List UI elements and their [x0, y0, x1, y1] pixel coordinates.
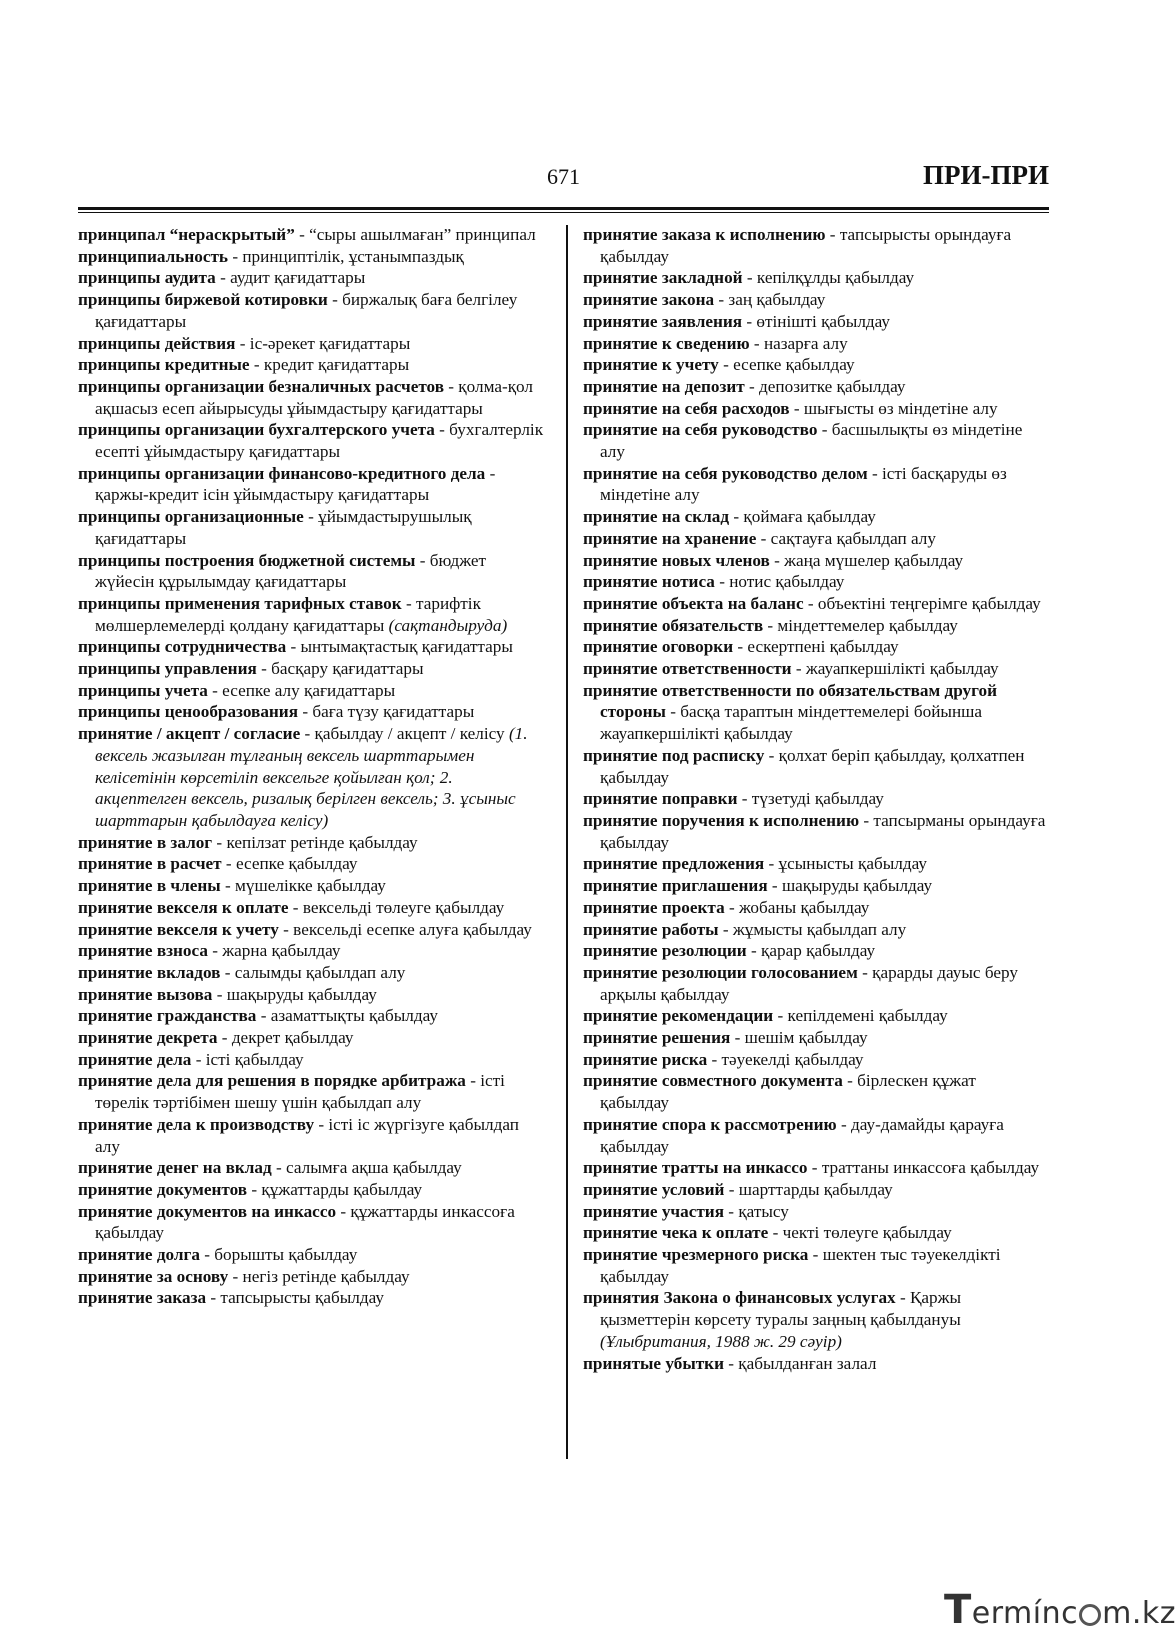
entry-translation: - шығысты өз міндетіне алу [789, 398, 998, 418]
entry-translation: - қатысу [724, 1201, 789, 1221]
entry-term: принятие векселя к оплате [78, 897, 289, 917]
dictionary-entry [583, 1244, 1049, 1287]
entry-translation: - сақтауға қабылдап алу [756, 528, 936, 548]
dictionary-entry [583, 919, 1049, 941]
dictionary-entry [78, 962, 547, 984]
entry-translation: - басқару қағидаттары [256, 659, 424, 679]
dictionary-entry [78, 1070, 547, 1113]
termincom-logo [944, 1587, 1176, 1633]
entry-translation: - вексельді төлеуге қабылдау [288, 897, 505, 917]
entry-term: принципы управления [78, 659, 257, 679]
entry-translation: - жарна қабылдау [207, 941, 341, 961]
entry-term: принятие приглашения [583, 876, 768, 896]
entry-translation: - қолхат беріп қабылдау, қолхатпен қабылдау [600, 745, 1025, 787]
entry-translation: - тапсырысты орындауға қабылдау [600, 225, 1012, 266]
entry-translation: - есепке қабылдау [221, 854, 358, 874]
entry-translation: - кепілқұлды қабылдау [742, 268, 915, 288]
dictionary-entry [583, 506, 1049, 528]
entry-term: принятие на себя руководство делом [583, 463, 868, 483]
entry-translation: - іс-әрекет қағидаттары [235, 333, 411, 353]
dictionary-entry [78, 853, 547, 875]
entry-translation: - ұйымдастырушылық қағидаттары [95, 507, 472, 548]
entry-translation: - істі қабылдау [191, 1049, 304, 1069]
dictionary-entry [78, 593, 547, 636]
entry-translation: - биржалық баға белгілеу қағидаттары [95, 290, 518, 331]
dictionary-entry [78, 701, 547, 723]
dictionary-entry [583, 1353, 1049, 1375]
entry-translation: - ұсынысты қабылдау [764, 854, 927, 874]
dictionary-entry [78, 224, 547, 246]
dictionary-entry [583, 788, 1049, 810]
dictionary-entry [583, 940, 1049, 962]
entry-translation: - вексельді есепке алуға қабылдау [278, 919, 532, 939]
entry-term: принятие в расчет [78, 854, 222, 874]
entry-term: принятие гражданства [78, 1006, 257, 1026]
dictionary-entry [78, 636, 547, 658]
dictionary-entry [78, 940, 547, 962]
logo-text-2: m.kz [1102, 1596, 1176, 1631]
dictionary-entry [583, 680, 1049, 745]
entry-translation: - бірлескен құжат қабылдау [600, 1071, 976, 1113]
dictionary-entry [583, 550, 1049, 572]
entry-translation: - негіз ретінде қабылдау [228, 1266, 410, 1286]
entry-translation: - қарарды дауыс беру арқылы қабылдау [600, 962, 1018, 1004]
dictionary-entry [78, 463, 547, 506]
entry-translation: - қабылдау / акцепт / келісу [300, 724, 509, 744]
entry-term: принятие работы [583, 919, 719, 939]
entry-term: принятие спора к рассмотрению [583, 1114, 837, 1134]
entry-translation: - принциптілік, ұстанымпаздық [228, 246, 464, 266]
header-rule-thin [78, 212, 1049, 213]
entry-translation: - дау-дамайды қарауға қабылдау [600, 1114, 1004, 1156]
dictionary-entry [583, 267, 1049, 289]
entry-translation: - декрет қабылдау [217, 1028, 354, 1048]
entry-term: принятие векселя к учету [78, 919, 279, 939]
dictionary-entry [583, 853, 1049, 875]
entry-translation: - объектіні теңгерімге қабылдау [803, 593, 1041, 613]
entry-term: принципы построения бюджетной системы [78, 550, 416, 570]
entry-term: принятие заказа [78, 1288, 207, 1308]
entry-term: принятие к сведению [583, 333, 750, 353]
entry-translation: - мүшелікке қабылдау [220, 876, 386, 896]
entry-term: принятие на хранение [583, 528, 757, 548]
entry-term: принятие объекта на баланс [583, 593, 804, 613]
entry-translation: - қабылданған залал [723, 1353, 877, 1373]
dictionary-entry [78, 1114, 547, 1157]
entry-term: принятие резолюции [583, 941, 747, 961]
dictionary-entry [583, 1157, 1049, 1179]
entry-term: принятие дела к производству [78, 1114, 315, 1134]
dictionary-entry [583, 311, 1049, 333]
entry-translation: - шақыруды қабылдау [767, 876, 933, 896]
entry-term: принятие на себя расходов [583, 398, 790, 418]
dictionary-entry [78, 506, 547, 549]
entry-term: принципы сотрудничества [78, 637, 287, 657]
entry-term: принятие вызова [78, 984, 213, 1004]
entry-term: принятие в залог [78, 832, 213, 852]
header-rule-thick [78, 207, 1049, 210]
dictionary-entry [78, 354, 547, 376]
entry-term: принятие совместного документа [583, 1071, 843, 1091]
entry-term: принятие денег на вклад [78, 1158, 272, 1178]
entry-term: принятие оговорки [583, 637, 734, 657]
dictionary-entry [78, 723, 547, 832]
dictionary-entry [78, 658, 547, 680]
entry-term: принятие в члены [78, 876, 221, 896]
entry-term: принципы ценообразования [78, 702, 299, 722]
entry-term: принятие резолюции голосованием [583, 962, 858, 982]
entry-translation: - тапсырманы орындауға қабылдау [600, 810, 1046, 852]
entry-translation: - қаржы-кредит ісін ұйымдастыру қағидаттары [95, 463, 496, 505]
dictionary-entry [78, 550, 547, 593]
entry-translation: - кепілзат ретінде қабылдау [212, 832, 418, 852]
entry-translation: - заң қабылдау [714, 290, 826, 310]
entry-translation: - баға түзу қағидаттары [298, 702, 475, 722]
entry-term: принятие декрета [78, 1028, 218, 1048]
entry-translation: - жұмысты қабылдап алу [718, 919, 907, 939]
logo-ring-icon [1079, 1604, 1101, 1626]
entry-term: принципы учета [78, 680, 208, 700]
dictionary-entry [583, 810, 1049, 853]
dictionary-entry [583, 1179, 1049, 1201]
entry-translation: - жауапкершілікті қабылдау [791, 659, 999, 679]
entry-translation: - ескертпені қабылдау [733, 637, 899, 657]
entry-term: принятие решения [583, 1028, 731, 1048]
entry-translation: - аудит қағидаттары [215, 268, 366, 288]
entry-translation: - депозитке қабылдау [744, 376, 906, 396]
entry-translation: - азаматтықты қабылдау [256, 1006, 438, 1026]
entry-translation: - кредит қағидаттары [249, 355, 410, 375]
entry-translation: - түзетуді қабылдау [737, 789, 884, 809]
dictionary-entry [583, 1070, 1049, 1113]
dictionary-entry [583, 615, 1049, 637]
entry-translation: - шектен тыс тәуекелдікті қабылдау [600, 1245, 1001, 1286]
entry-translation: - бухгалтерлік есепті ұйымдастыру қағидаттары [95, 420, 544, 462]
entry-term: принятие долга [78, 1245, 200, 1265]
entry-term: принятие участия [583, 1201, 724, 1221]
entry-translation: - өтінішті қабылдау [742, 311, 891, 331]
entry-term: принятие закона [583, 290, 715, 310]
entry-translation: - тарифтік мөлшерлемелерді қолдану қағидаттары [95, 593, 481, 635]
entry-translation: - міндеттемелер қабылдау [763, 615, 958, 635]
dictionary-entry [78, 897, 547, 919]
entry-term: принятия Закона о финансовых услугах [583, 1288, 896, 1308]
entry-term: принятие поправки [583, 789, 738, 809]
entry-term: принятие заявления [583, 311, 743, 331]
entry-translation: - траттаны инкассоға қабылдау [807, 1158, 1040, 1178]
column-divider [566, 225, 568, 1459]
dictionary-entry [78, 419, 547, 462]
entry-translation: - шақыруды қабылдау [212, 984, 377, 1004]
dictionary-entry [78, 680, 547, 702]
dictionary-entry [78, 875, 547, 897]
entry-translation: - жобаны қабылдау [724, 897, 870, 917]
dictionary-entry [78, 376, 547, 419]
entry-term: принятие условий [583, 1179, 725, 1199]
entry-term: принципы организации финансово-кредитного дела [78, 463, 486, 483]
dictionary-entry [583, 571, 1049, 593]
entry-term: принципы биржевой котировки [78, 290, 328, 310]
entry-term: принятие новых членов [583, 550, 770, 570]
entry-term: принятие дела [78, 1049, 192, 1069]
dictionary-entry [583, 419, 1049, 462]
entry-term: принятие ответственности [583, 659, 792, 679]
dictionary-entry [583, 398, 1049, 420]
left-column [78, 224, 547, 1309]
dictionary-entry [78, 267, 547, 289]
dictionary-entry [583, 745, 1049, 788]
entry-translation: - бюджет жүйесін құрылымдау қағидаттары [95, 550, 487, 592]
entry-translation: - ынтымақтастық қағидаттары [286, 637, 513, 657]
dictionary-entry [78, 289, 547, 332]
entry-note: (1. вексель жазылған тұлғаның вексель шарттарымен келісетінін көрсетіліп вексельге қойылған қол; 2. акцептелген вексель, ризалық берілген вексель; 3. ұсыныс шарттарын қабылдауға келісу) [95, 724, 528, 830]
entry-term: принципы организационные [78, 507, 304, 527]
dictionary-entry [78, 1049, 547, 1071]
entry-translation: - тапсырысты қабылдау [206, 1288, 384, 1308]
entry-term: принципы организации безналичных расчетов [78, 376, 444, 396]
entry-note: (Ұлыбритания, 1988 ж. 29 сәуір) [600, 1331, 842, 1351]
dictionary-entry [78, 333, 547, 355]
dictionary-entry [583, 1287, 1049, 1352]
logo-letter: T [944, 1587, 972, 1633]
entry-translation: - нотис қабылдау [714, 572, 845, 592]
dictionary-entry [583, 962, 1049, 1005]
entry-term: принятие вкладов [78, 962, 221, 982]
entry-term: принятие предложения [583, 854, 765, 874]
right-column [583, 224, 1049, 1374]
entry-term: принятие риска [583, 1049, 708, 1069]
entry-translation: - тәуекелді қабылдау [707, 1049, 864, 1069]
dictionary-entry [78, 1005, 547, 1027]
entry-translation: - салымға ақша қабылдау [271, 1158, 462, 1178]
dictionary-entry [583, 354, 1049, 376]
logo-text-1: ermínc [971, 1596, 1079, 1631]
entry-translation: - істі басқаруды өз міндетіне алу [600, 463, 1007, 505]
entry-translation: - “сыры ашылмаған” принципал [294, 225, 536, 244]
page-header [78, 158, 1049, 202]
dictionary-entry [583, 333, 1049, 355]
entry-translation: - назарға алу [749, 333, 848, 353]
entry-term: принципы действия [78, 333, 236, 353]
entry-term: принятие под расписку [583, 745, 765, 765]
entry-term: принятые убытки [583, 1353, 724, 1373]
entry-term: принятие документов [78, 1179, 248, 1199]
dictionary-entry [583, 289, 1049, 311]
entry-translation: - чекті төлеуге қабылдау [768, 1223, 952, 1243]
entry-term: принципы кредитные [78, 355, 250, 375]
entry-term: принятие на себя руководство [583, 420, 818, 440]
entry-term: принципал “нераскрытый” [78, 225, 295, 244]
dictionary-entry [78, 1027, 547, 1049]
dictionary-entry [583, 463, 1049, 506]
dictionary-entry [583, 875, 1049, 897]
dictionary-entry [78, 246, 547, 268]
dictionary-entry [78, 1157, 547, 1179]
entry-translation: - басқа тараптын міндеттемелері бойынша жауапкершілікті қабылдау [600, 702, 983, 744]
entry-term: принятие рекомендации [583, 1006, 774, 1026]
entry-translation: - шарттарды қабылдау [724, 1179, 893, 1199]
dictionary-entry [583, 376, 1049, 398]
entry-translation: - жаңа мүшелер қабылдау [769, 550, 964, 570]
entry-term: принятие закладной [583, 268, 743, 288]
entry-term: принятие дела для решения в порядке арбитража [78, 1071, 466, 1091]
entry-term: принятие / акцепт / согласие [78, 724, 301, 744]
entry-term: принципы организации бухгалтерского учета [78, 420, 435, 440]
dictionary-entry [583, 593, 1049, 615]
dictionary-entry [583, 636, 1049, 658]
dictionary-entry [583, 1201, 1049, 1223]
entry-term: принятие за основу [78, 1266, 229, 1286]
entry-translation: - қолма-қол ақшасыз есеп айырысуды ұйымдастыру қағидаттары [95, 376, 534, 418]
entry-term: принятие чрезмерного риска [583, 1245, 809, 1265]
entry-translation: - қарар қабылдау [746, 941, 876, 961]
entry-term: принятие поручения к исполнению [583, 810, 860, 830]
dictionary-entry [583, 1114, 1049, 1157]
entry-term: принципы применения тарифных ставок [78, 593, 402, 613]
dictionary-entry [78, 984, 547, 1006]
dictionary-entry [583, 897, 1049, 919]
dictionary-entry [78, 832, 547, 854]
dictionary-entry [583, 1222, 1049, 1244]
dictionary-entry [78, 1266, 547, 1288]
dictionary-entry [78, 919, 547, 941]
running-head: ПРИ-ПРИ [923, 160, 1049, 190]
entry-translation: - Қаржы қызметтерін көрсету туралы заңның қабылдануы [600, 1288, 962, 1330]
entry-term: принятие проекта [583, 897, 725, 917]
entry-translation: - құжаттарды инкассоға қабылдау [95, 1201, 515, 1243]
dictionary-entry [583, 224, 1049, 267]
dictionary-entry [583, 658, 1049, 680]
entry-translation: - борышты қабылдау [199, 1245, 358, 1265]
entry-term: принятие обязательств [583, 615, 764, 635]
entry-translation: - құжаттарды қабылдау [247, 1179, 423, 1199]
entry-translation: - басшылықты өз міндетіне алу [600, 420, 1023, 462]
entry-term: принятие заказа к исполнению [583, 225, 826, 244]
entry-translation: - шешім қабылдау [730, 1028, 868, 1048]
entry-term: принятие взноса [78, 941, 208, 961]
entry-term: принятие к учету [583, 355, 719, 375]
entry-translation: - есепке алу қағидаттары [207, 680, 396, 700]
entry-term: принятие на депозит [583, 376, 745, 396]
dictionary-entry [78, 1287, 547, 1309]
entry-translation: - істі іс жүргізуге қабылдап алу [95, 1114, 519, 1156]
dictionary-entry [78, 1201, 547, 1244]
dictionary-entry [583, 1005, 1049, 1027]
entry-term: принятие ответственности по обязательствам другой стороны [583, 680, 998, 722]
entry-term: принятие нотиса [583, 572, 715, 592]
entry-translation: - қоймаға қабылдау [729, 507, 876, 527]
entry-term: принципы аудита [78, 268, 216, 288]
dictionary-entry [78, 1179, 547, 1201]
entry-term: принципиальность [78, 246, 229, 266]
entry-translation: - есепке қабылдау [718, 355, 855, 375]
entry-term: принятие документов на инкассо [78, 1201, 337, 1221]
entry-term: принятие на склад [583, 507, 730, 527]
dictionary-entry [583, 1049, 1049, 1071]
entry-term: принятие тратты на инкассо [583, 1158, 808, 1178]
entry-term: принятие чека к оплате [583, 1223, 769, 1243]
entry-translation: - істі төрелік тәртібімен шешу үшін қабылдап алу [95, 1071, 505, 1113]
entry-note: (сақтандыруда) [388, 615, 508, 635]
dictionary-entry [78, 1244, 547, 1266]
entry-translation: - кепілдемені қабылдау [773, 1006, 948, 1026]
dictionary-entry [583, 1027, 1049, 1049]
dictionary-entry [583, 528, 1049, 550]
entry-translation: - салымды қабылдап алу [220, 962, 406, 982]
page-number: 671 [547, 164, 580, 189]
